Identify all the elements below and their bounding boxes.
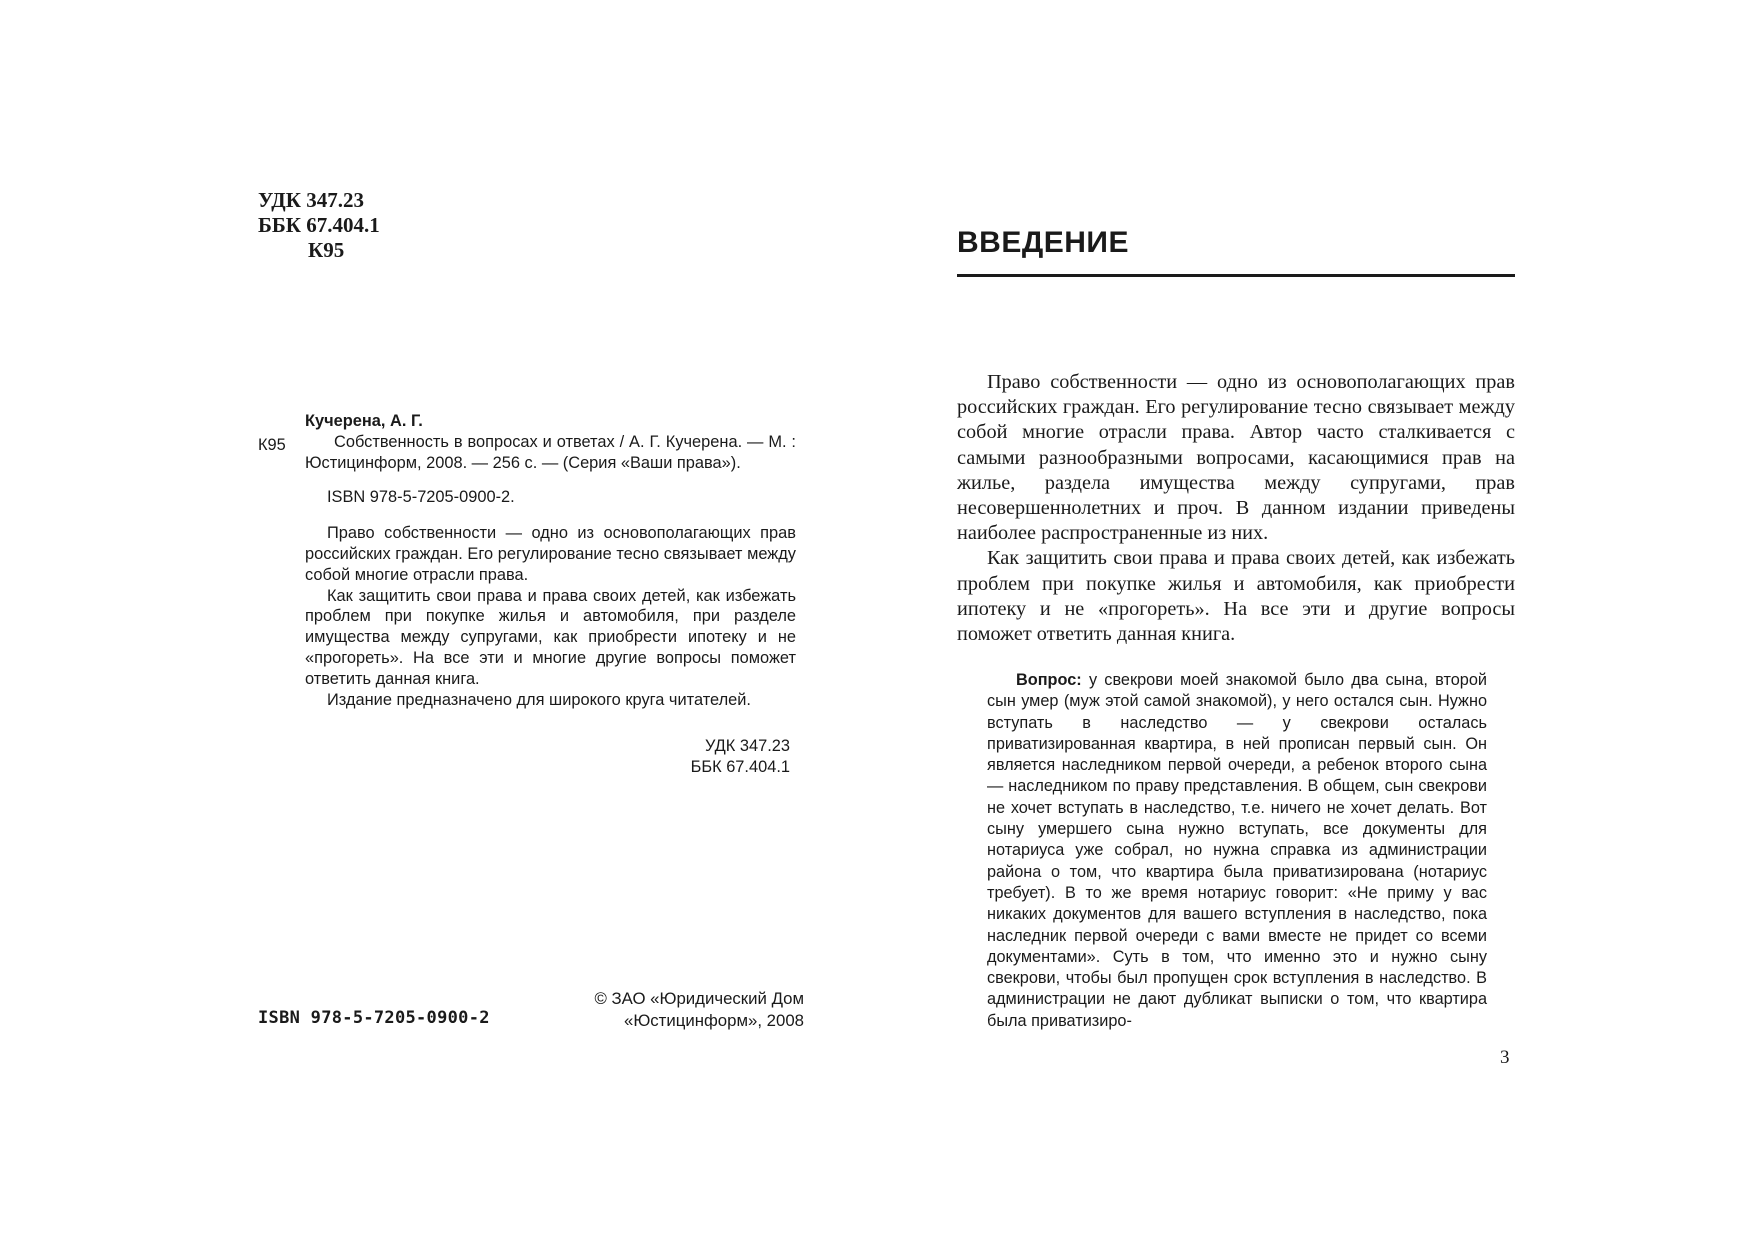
udk-code: УДК 347.23 xyxy=(258,188,364,212)
annotation-paragraph: Право собственности — одно из основополагающих прав российских граждан. Его регулирование тесно связывает между собой многие отрасли права. xyxy=(305,524,796,584)
classification-codes xyxy=(258,188,380,263)
isbn-footer: ISBN 978-5-7205-0900-2 xyxy=(258,1008,490,1028)
catalog-annotation xyxy=(305,523,796,710)
question-label: Вопрос: xyxy=(1016,671,1082,689)
catalog-code: К95 xyxy=(258,436,286,454)
copyright-line-1: © ЗАО «Юридический Дом xyxy=(594,989,804,1008)
heading-rule xyxy=(957,274,1515,277)
question-text: у свекрови моей знакомой было два сына, второй сын умер (муж этой самой знакомой), у него остался сын. Нужно вступать в наследство — у свекрови осталась приватизированная квартира, в ней прописан первый сын. Он является наследником первой очереди, а ребенок второго сына — наследником по праву представления. В общем, сын свекрови не хочет вступать в наследство, т.е. ничего не хочет делать. Вот сыну умершего сына нужно вступать, все документы для нотариуса уже собрал, но нужна справка из администрации района о том, что квартира была приватизирована (нотариус требует). В то же время нотариус говорит: «Не приму у вас никаких документов для вашего вступления в наследство, пока наследник первой очереди с вами вместе не придет со всеми документами». Суть в том, что именно это и нужно сыну свекрови, чтобы был пропущен срок вступления в наследство. В администрации не дают дубликат выписки о том, что квартира была приватизиро- xyxy=(987,671,1487,1030)
chapter-heading: ВВЕДЕНИЕ xyxy=(957,226,1129,259)
catalog-bbk: ББК 67.404.1 xyxy=(690,758,790,776)
question-block xyxy=(987,670,1487,1032)
annotation-paragraph: Издание предназначено для широкого круга читателей. xyxy=(327,690,751,709)
page-number: 3 xyxy=(1500,1047,1510,1068)
question-paragraph xyxy=(987,670,1487,1032)
copyright-notice xyxy=(560,988,804,1032)
intro-paragraph: Право собственности — одно из основополагающих прав российских граждан. Его регулирование тесно связывает между собой многие отрасли права. Автор часто сталкивается с самыми разнообразными вопросами, касающимися прав на жилье, раздела имущества между супругами, прав несовершеннолетних и проч. В данном издании приведены наиболее распространенные из них. xyxy=(957,371,1515,545)
catalog-card xyxy=(258,411,796,710)
catalog-author: Кучерена, А. Г. xyxy=(305,412,423,430)
bbk-code: ББК 67.404.1 xyxy=(258,213,380,237)
catalog-udk: УДК 347.23 xyxy=(704,737,790,755)
intro-text xyxy=(957,370,1515,647)
catalog-index xyxy=(640,736,790,778)
intro-paragraph: Как защитить свои права и права своих детей, как избежать проблем при покупке жилья и автомобиля, как приобрести ипотеку и не «прогореть». На все эти и другие вопросы поможет ответить данная книга. xyxy=(957,547,1515,646)
annotation-paragraph: Как защитить свои права и права своих детей, как избежать проблем при покупке жилья и автомобиля, при разделе имущества между супругами, как приобрести ипотеку и не «прогореть». На все эти и многие другие вопросы поможет ответить данная книга. xyxy=(305,586,796,688)
catalog-entry: Собственность в вопросах и ответах / А. Г. Кучерена. — М. : Юстицинформ, 2008. — 256 с. — (Серия «Ваши права»). xyxy=(305,432,796,472)
copyright-line-2: «Юстицинформ», 2008 xyxy=(624,1011,804,1030)
catalog-isbn: ISBN 978-5-7205-0900-2. xyxy=(327,488,515,507)
author-mark: К95 xyxy=(308,238,345,262)
